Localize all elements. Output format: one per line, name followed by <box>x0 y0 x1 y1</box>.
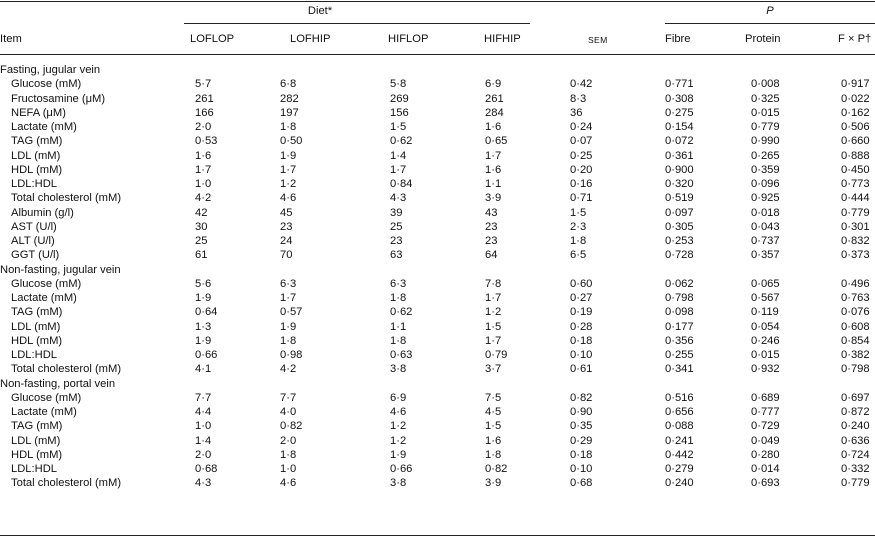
cell-fxp: 0·832 <box>841 235 870 247</box>
cell-hifhip: 64 <box>485 249 498 262</box>
cell-fibre: 0·240 <box>665 477 694 490</box>
cell-fxp: 0·382 <box>841 349 870 361</box>
cell-fibre: 0·516 <box>665 391 694 404</box>
column-header-fibre: Fibre <box>665 33 691 45</box>
cell-lofhip: 1·2 <box>280 178 297 190</box>
column-header-loflop: LOFLOP <box>190 33 235 45</box>
cell-protein: 0·054 <box>751 320 780 333</box>
cell-hifhip: 1·7 <box>485 334 502 347</box>
cell-hifhip: 284 <box>485 106 504 119</box>
row-label: GGT (U/l) <box>11 249 60 262</box>
cell-sem: 1·5 <box>570 206 587 219</box>
cell-loflop: 1·3 <box>195 320 212 333</box>
cell-fibre: 0·275 <box>665 106 694 119</box>
cell-sem: 0·16 <box>570 178 593 190</box>
cell-protein: 0·018 <box>751 206 780 219</box>
cell-protein: 0·777 <box>751 406 780 418</box>
cell-fibre: 0·320 <box>665 178 694 190</box>
cell-fibre: 0·154 <box>665 121 694 133</box>
cell-fibre: 0·088 <box>665 420 694 433</box>
cell-hifhip: 1·2 <box>485 306 502 319</box>
cell-fibre: 0·356 <box>665 334 694 347</box>
cell-fibre: 0·656 <box>665 406 694 418</box>
cell-loflop: 0·66 <box>195 349 218 361</box>
cell-hiflop: 3·8 <box>390 363 407 376</box>
row-label: ALT (U/l) <box>11 235 55 247</box>
header-bottom-rule <box>0 54 875 55</box>
cell-loflop: 2·0 <box>195 448 212 461</box>
cell-loflop: 261 <box>195 92 214 105</box>
cell-sem: 0·18 <box>570 334 593 347</box>
cell-fxp: 0·888 <box>841 149 870 162</box>
cell-loflop: 1·4 <box>195 434 212 447</box>
cell-loflop: 4·4 <box>195 406 212 418</box>
row-label: TAG (mM) <box>11 306 63 319</box>
cell-hifhip: 1·7 <box>485 149 502 162</box>
cell-protein: 0·119 <box>751 306 779 319</box>
cell-fxp: 0·332 <box>841 463 870 475</box>
cell-loflop: 30 <box>195 220 208 233</box>
cell-lofhip: 1·8 <box>280 121 297 133</box>
cell-loflop: 4·2 <box>195 192 212 205</box>
cell-sem: 0·71 <box>570 192 593 205</box>
cell-loflop: 7·7 <box>195 391 212 404</box>
cell-protein: 0·049 <box>751 434 780 447</box>
cell-protein: 0·065 <box>751 277 780 290</box>
cell-sem: 0·27 <box>570 292 593 304</box>
cell-protein: 0·779 <box>751 121 780 133</box>
column-header-sem: SEM <box>588 35 608 45</box>
cell-loflop: 166 <box>195 106 214 119</box>
cell-loflop: 0·53 <box>195 135 218 148</box>
cell-lofhip: 1·0 <box>280 463 297 475</box>
cell-hifhip: 1·5 <box>485 320 502 333</box>
cell-loflop: 2·0 <box>195 121 212 133</box>
cell-sem: 0·61 <box>570 363 593 376</box>
cell-fibre: 0·305 <box>665 220 694 233</box>
cell-fibre: 0·728 <box>665 249 694 262</box>
cell-loflop: 1·7 <box>195 163 212 176</box>
cell-hiflop: 1·1 <box>390 320 407 333</box>
cell-sem: 0·29 <box>570 434 593 447</box>
row-label: LDL (mM) <box>11 320 61 333</box>
cell-fxp: 0·697 <box>841 391 870 404</box>
cell-protein: 0·325 <box>751 92 780 105</box>
cell-fxp: 0·872 <box>841 406 870 418</box>
cell-lofhip: 1·9 <box>280 320 297 333</box>
cell-lofhip: 2·0 <box>280 434 297 447</box>
column-header-protein: Protein <box>745 33 781 45</box>
cell-protein: 0·280 <box>751 448 780 461</box>
cell-lofhip: 23 <box>280 220 293 233</box>
cell-hifhip: 43 <box>485 206 498 219</box>
cell-fxp: 0·444 <box>841 192 870 205</box>
row-label: Glucose (mM) <box>11 391 82 404</box>
cell-protein: 0·246 <box>751 334 780 347</box>
cell-hiflop: 1·5 <box>390 121 407 133</box>
cell-hiflop: 0·63 <box>390 349 413 361</box>
cell-sem: 0·10 <box>570 463 593 475</box>
cell-lofhip: 1·7 <box>280 292 297 304</box>
cell-sem: 0·60 <box>570 277 593 290</box>
cell-fxp: 0·660 <box>841 135 870 148</box>
cell-fxp: 0·798 <box>841 363 870 376</box>
column-header-fxp: F × P† <box>838 33 872 45</box>
cell-hiflop: 0·84 <box>390 178 413 190</box>
row-label: LDL:HDL <box>11 178 58 190</box>
cell-hifhip: 0·65 <box>485 135 508 148</box>
cell-fxp: 0·240 <box>841 420 870 433</box>
cell-loflop: 1·0 <box>195 178 212 190</box>
cell-hifhip: 1·1 <box>485 178 502 190</box>
cell-protein: 0·014 <box>751 463 780 475</box>
cell-fxp: 0·779 <box>841 206 870 219</box>
cell-hiflop: 63 <box>390 249 403 262</box>
cell-hifhip: 1·8 <box>485 448 502 461</box>
row-label: TAG (mM) <box>11 420 63 433</box>
row-label: Glucose (mM) <box>11 78 82 91</box>
cell-sem: 0·90 <box>570 406 593 418</box>
cell-protein: 0·265 <box>751 149 780 162</box>
cell-lofhip: 0·98 <box>280 349 303 361</box>
cell-protein: 0·043 <box>751 220 780 233</box>
cell-lofhip: 282 <box>280 92 299 105</box>
cell-fxp: 0·724 <box>841 448 870 461</box>
cell-fxp: 0·608 <box>841 320 870 333</box>
cell-protein: 0·567 <box>751 292 780 304</box>
cell-hiflop: 269 <box>390 92 409 105</box>
row-label: Fructosamine (μM) <box>11 92 106 105</box>
top-rule <box>0 1 875 2</box>
diet-group-header: Diet* <box>307 5 333 17</box>
row-label: Lactate (mM) <box>11 406 77 418</box>
cell-loflop: 1·0 <box>195 420 212 433</box>
row-label: LDL (mM) <box>11 434 61 447</box>
cell-lofhip: 24 <box>280 235 293 247</box>
cell-hiflop: 1·2 <box>390 434 407 447</box>
cell-lofhip: 0·82 <box>280 420 303 433</box>
cell-lofhip: 1·8 <box>280 448 297 461</box>
cell-fibre: 0·072 <box>665 135 694 148</box>
cell-hiflop: 0·66 <box>390 463 413 475</box>
cell-sem: 0·35 <box>570 420 593 433</box>
cell-fibre: 0·241 <box>665 434 694 447</box>
cell-loflop: 42 <box>195 206 208 219</box>
cell-fibre: 0·062 <box>665 277 694 290</box>
cell-sem: 8·3 <box>570 92 587 105</box>
row-label: Albumin (g/l) <box>11 206 74 219</box>
cell-loflop: 4·1 <box>195 363 212 376</box>
cell-lofhip: 4·0 <box>280 406 297 418</box>
cell-fxp: 0·450 <box>841 163 870 176</box>
row-label: TAG (mM) <box>11 135 63 148</box>
row-label: Total cholesterol (mM) <box>11 477 122 490</box>
cell-loflop: 5·7 <box>195 78 212 91</box>
cell-fxp: 0·773 <box>841 178 870 190</box>
cell-fibre: 0·098 <box>665 306 694 319</box>
cell-hiflop: 6·9 <box>390 391 407 404</box>
cell-fxp: 0·854 <box>841 334 870 347</box>
cell-hiflop: 1·4 <box>390 149 407 162</box>
cell-hiflop: 6·3 <box>390 277 407 290</box>
cell-fxp: 0·301 <box>841 220 870 233</box>
cell-fibre: 0·308 <box>665 92 694 105</box>
section-title: Non-fasting, jugular vein <box>0 263 121 276</box>
cell-protein: 0·737 <box>751 235 780 247</box>
cell-hifhip: 3·7 <box>485 363 502 376</box>
row-label: HDL (mM) <box>11 448 63 461</box>
cell-hifhip: 6·9 <box>485 78 502 91</box>
cell-lofhip: 1·8 <box>280 334 297 347</box>
cell-sem: 2·3 <box>570 220 587 233</box>
cell-protein: 0·357 <box>751 249 780 262</box>
cell-fxp: 0·917 <box>841 78 870 91</box>
cell-fxp: 0·076 <box>841 306 870 319</box>
cell-hifhip: 7·8 <box>485 277 502 290</box>
cell-fibre: 0·253 <box>665 235 694 247</box>
cell-protein: 0·008 <box>751 78 780 91</box>
cell-hiflop: 4·6 <box>390 406 407 418</box>
cell-fibre: 0·771 <box>665 78 694 91</box>
cell-lofhip: 6·8 <box>280 78 297 91</box>
cell-lofhip: 0·50 <box>280 135 303 148</box>
cell-hiflop: 156 <box>390 106 409 119</box>
cell-fibre: 0·279 <box>665 463 694 475</box>
diet-group-rule <box>184 23 530 24</box>
cell-sem: 0·18 <box>570 448 593 461</box>
cell-hifhip: 4·5 <box>485 406 502 418</box>
row-label: Lactate (mM) <box>11 121 77 133</box>
cell-fibre: 0·442 <box>665 448 694 461</box>
cell-hifhip: 0·79 <box>485 349 508 361</box>
cell-hiflop: 0·62 <box>390 135 413 148</box>
cell-sem: 0·24 <box>570 121 593 133</box>
cell-protein: 0·990 <box>751 135 780 148</box>
cell-sem: 0·07 <box>570 135 593 148</box>
cell-lofhip: 197 <box>280 106 299 119</box>
cell-lofhip: 4·6 <box>280 192 297 205</box>
cell-fxp: 0·373 <box>841 249 870 262</box>
cell-fibre: 0·341 <box>665 363 694 376</box>
cell-fibre: 0·361 <box>665 149 694 162</box>
cell-sem: 0·19 <box>570 306 593 319</box>
cell-hiflop: 5·8 <box>390 78 407 91</box>
row-label: Total cholesterol (mM) <box>11 363 122 376</box>
p-group-rule <box>665 23 875 24</box>
row-label: LDL:HDL <box>11 463 58 475</box>
cell-loflop: 5·6 <box>195 277 212 290</box>
cell-hiflop: 25 <box>390 220 403 233</box>
cell-lofhip: 4·6 <box>280 477 297 490</box>
cell-fxp: 0·636 <box>841 434 870 447</box>
cell-lofhip: 70 <box>280 249 293 262</box>
cell-lofhip: 4·2 <box>280 363 297 376</box>
cell-loflop: 61 <box>195 249 208 262</box>
cell-sem: 6·5 <box>570 249 587 262</box>
cell-lofhip: 7·7 <box>280 391 297 404</box>
cell-hifhip: 1·6 <box>485 434 502 447</box>
cell-hiflop: 23 <box>390 235 403 247</box>
cell-loflop: 0·68 <box>195 463 218 475</box>
cell-protein: 0·096 <box>751 178 780 190</box>
row-label: AST (U/l) <box>11 220 57 233</box>
cell-protein: 0·689 <box>751 391 780 404</box>
cell-hifhip: 3·9 <box>485 192 502 205</box>
bottom-rule <box>0 535 875 536</box>
row-label: HDL (mM) <box>11 334 63 347</box>
cell-hifhip: 7·5 <box>485 391 502 404</box>
cell-sem: 0·68 <box>570 477 593 490</box>
cell-fibre: 0·255 <box>665 349 694 361</box>
cell-hiflop: 1·9 <box>390 448 407 461</box>
cell-fxp: 0·496 <box>841 277 870 290</box>
cell-protein: 0·925 <box>751 192 780 205</box>
row-label: Glucose (mM) <box>11 277 82 290</box>
cell-sem: 0·20 <box>570 163 593 176</box>
cell-lofhip: 1·7 <box>280 163 297 176</box>
cell-sem: 1·8 <box>570 235 587 247</box>
cell-fxp: 0·779 <box>841 477 870 490</box>
cell-hifhip: 1·6 <box>485 121 502 133</box>
cell-hiflop: 1·2 <box>390 420 407 433</box>
cell-hifhip: 1·6 <box>485 163 502 176</box>
row-label: NEFA (μM) <box>11 106 66 119</box>
row-label: LDL:HDL <box>11 349 58 361</box>
cell-hiflop: 4·3 <box>390 192 407 205</box>
cell-fibre: 0·798 <box>665 292 694 304</box>
cell-loflop: 4·3 <box>195 477 212 490</box>
column-header-lofhip: LOFHIP <box>290 33 331 45</box>
cell-lofhip: 0·57 <box>280 306 303 319</box>
cell-hifhip: 1·7 <box>485 292 502 304</box>
cell-sem: 0·10 <box>570 349 593 361</box>
cell-loflop: 1·9 <box>195 292 212 304</box>
row-label: Total cholesterol (mM) <box>11 192 122 205</box>
cell-fxp: 0·022 <box>841 92 870 105</box>
row-label: HDL (mM) <box>11 163 63 176</box>
cell-fxp: 0·506 <box>841 121 870 133</box>
cell-hifhip: 3·9 <box>485 477 502 490</box>
cell-sem: 0·42 <box>570 78 593 91</box>
cell-fibre: 0·519 <box>665 192 694 205</box>
cell-sem: 0·82 <box>570 391 593 404</box>
cell-fibre: 0·177 <box>665 320 694 333</box>
cell-protein: 0·729 <box>751 420 780 433</box>
row-label: Lactate (mM) <box>11 292 77 304</box>
cell-fibre: 0·900 <box>665 163 694 176</box>
row-label: LDL (mM) <box>11 149 61 162</box>
cell-fxp: 0·763 <box>841 292 870 304</box>
cell-protein: 0·932 <box>751 363 780 376</box>
cell-hifhip: 23 <box>485 220 498 233</box>
cell-lofhip: 1·9 <box>280 149 297 162</box>
cell-protein: 0·359 <box>751 163 780 176</box>
cell-hifhip: 1·5 <box>485 420 502 433</box>
cell-hifhip: 0·82 <box>485 463 508 475</box>
p-group-header: P <box>766 5 774 17</box>
cell-fxp: 0·162 <box>841 106 870 119</box>
cell-hiflop: 1·8 <box>390 292 407 304</box>
column-header-hifhip: HIFHIP <box>484 33 521 45</box>
cell-sem: 36 <box>570 106 583 119</box>
section-title: Fasting, jugular vein <box>0 64 101 76</box>
cell-hifhip: 23 <box>485 235 498 247</box>
cell-sem: 0·25 <box>570 149 593 162</box>
cell-loflop: 25 <box>195 235 208 247</box>
column-header-item: Item <box>0 33 22 45</box>
cell-sem: 0·28 <box>570 320 593 333</box>
cell-loflop: 1·6 <box>195 149 212 162</box>
cell-protein: 0·015 <box>751 349 780 361</box>
cell-hiflop: 3·8 <box>390 477 407 490</box>
cell-fibre: 0·097 <box>665 206 694 219</box>
column-header-hiflop: HIFLOP <box>388 33 429 45</box>
cell-hifhip: 261 <box>485 92 504 105</box>
section-title: Non-fasting, portal vein <box>0 377 116 390</box>
cell-hiflop: 1·7 <box>390 163 407 176</box>
cell-hiflop: 0·62 <box>390 306 413 319</box>
cell-lofhip: 45 <box>280 206 293 219</box>
cell-lofhip: 6·3 <box>280 277 297 290</box>
cell-hiflop: 1·8 <box>390 334 407 347</box>
cell-loflop: 1·9 <box>195 334 212 347</box>
cell-protein: 0·693 <box>751 477 780 490</box>
cell-protein: 0·015 <box>751 106 780 119</box>
cell-hiflop: 39 <box>390 206 403 219</box>
cell-loflop: 0·64 <box>195 306 218 319</box>
